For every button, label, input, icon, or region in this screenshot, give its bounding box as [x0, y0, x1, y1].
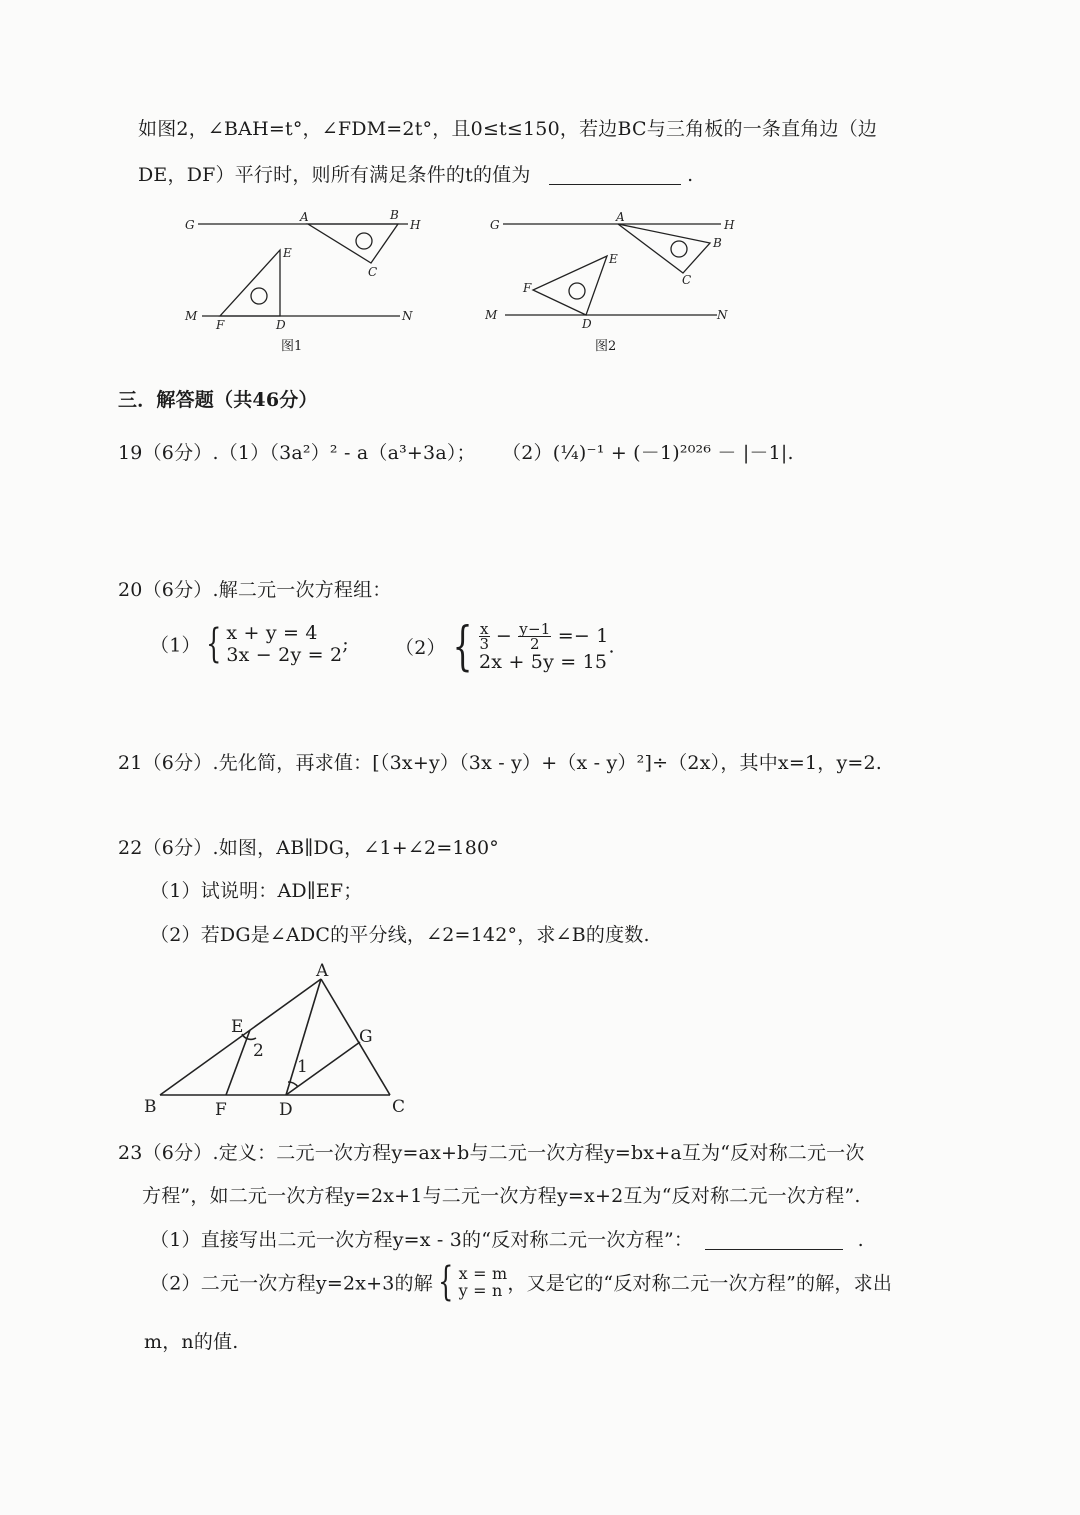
q20-p1-eq2: 3x − 2y = 2	[226, 644, 343, 666]
fig2-label-C: C	[682, 273, 692, 287]
figure-q22	[138, 958, 428, 1120]
fig1-label-A: A	[300, 210, 309, 224]
fig2-label-B: B	[713, 236, 722, 250]
fig2-label-G: G	[490, 218, 500, 232]
q21: 21（6分）.先化简，再求值：[（3x+y）（3x - y）+（x - y）²]÷（2x），其中x=1，y=2.	[118, 752, 883, 774]
q18-line2	[138, 160, 693, 187]
q18-line2-end: .	[687, 164, 694, 186]
fig2-label-A: A	[616, 210, 625, 224]
q23-part2-text-a: （2）二元一次方程y=2x+3的解	[150, 1272, 433, 1295]
frac-x-num: x	[480, 619, 489, 638]
fig2-label-F: F	[523, 281, 532, 295]
brace-icon: {	[452, 616, 473, 677]
q19-part2: （2）(¼)⁻¹ + (－1)²⁰²⁶ － |－1|.	[502, 442, 794, 464]
fig2-label-D: D	[582, 317, 592, 330]
figure-2	[485, 205, 745, 330]
fig1-label-B: B	[390, 208, 399, 222]
frac-y-num: y−1	[519, 619, 551, 638]
q23-part1	[150, 1225, 864, 1252]
q20-head: 20（6分）.解二元一次方程组：	[118, 579, 392, 601]
q20-p1-label: （1）	[150, 634, 201, 657]
q23-part1-end: .	[857, 1229, 864, 1251]
brace-icon: {	[205, 621, 222, 667]
q18-line1: 如图2，∠BAH=t°，∠FDM=2t°，且0≤t≤150，若边BC与三角板的一条直角边（边	[138, 118, 878, 140]
q22-part2: （2）若DG是∠ADC的平分线，∠2=142°，求∠B的度数.	[150, 924, 650, 946]
q20-p2-label: （2）	[395, 637, 446, 659]
figure-1	[180, 205, 430, 330]
fig-q22-label-E: E	[231, 1017, 244, 1037]
section-title: 三．解答题（共46分）	[118, 389, 318, 411]
answer-blank[interactable]	[549, 164, 681, 185]
q23-sys-eq2: y = n	[458, 1281, 503, 1300]
fig1-label-C: C	[368, 265, 378, 279]
q20-p1-end: ;	[342, 633, 349, 655]
q19	[118, 438, 794, 465]
q23-line1: 23（6分）.定义：二元一次方程y=ax+b与二元一次方程y=bx+a互为“反对称二元一次	[118, 1142, 865, 1164]
fig1-label-E: E	[283, 246, 292, 260]
q23-line2: 方程”，如二元一次方程y=2x+1与二元一次方程y=x+2互为“反对称二元一次方程”.	[142, 1185, 861, 1207]
fig-q22-label-C: C	[392, 1097, 406, 1117]
fig1-label-M: M	[185, 309, 198, 323]
q22-part1: （1）试说明：AD∥EF；	[150, 880, 363, 902]
q18-line2-text: DE，DF）平行时，则所有满足条件的t的值为	[138, 164, 531, 186]
q20-p2-end: .	[608, 635, 615, 658]
fig2-label-M: M	[485, 308, 498, 322]
q20-p2-eq1-rhs: =− 1	[557, 625, 609, 647]
fig1-label-D: D	[276, 318, 286, 330]
fig2-caption: 图2	[595, 339, 617, 354]
q23-part2-end: m，n的值.	[144, 1331, 239, 1353]
fig-q22-label-A: A	[316, 961, 329, 981]
q20-system-2: （2） { $\frac{x}{3}$ − $\frac{y-1}{2}$ =− 1 2x + 5y = 15 .	[395, 616, 615, 677]
q23-part2	[150, 1259, 893, 1305]
q23-sys-eq1: x = m	[458, 1264, 508, 1283]
fig-q22-label-D: D	[279, 1100, 293, 1120]
frac-x-den: 3	[479, 634, 490, 653]
brace-icon: {	[438, 1259, 454, 1305]
fig-q22-label-B: B	[144, 1097, 157, 1117]
fig2-label-N: N	[717, 308, 728, 322]
fig2-label-E: E	[609, 252, 618, 266]
q22-head: 22（6分）.如图，AB∥DG，∠1+∠2=180°	[118, 837, 499, 859]
fig-q22-label-2: 2	[253, 1041, 264, 1061]
fig1-label-H: H	[410, 218, 421, 232]
fig1-label-F: F	[216, 318, 225, 330]
fig-q22-label-G: G	[359, 1027, 373, 1047]
q20-p2-eq2: 2x + 5y = 15	[479, 651, 608, 673]
fig-q22-label-F: F	[215, 1100, 227, 1120]
frac-y-den: 2	[530, 634, 540, 653]
q20-system-1	[150, 622, 349, 666]
fig2-label-H: H	[724, 218, 735, 232]
fig1-label-N: N	[402, 309, 413, 323]
q19-part1: 19（6分）.（1）（3a²）² - a（a³+3a）；	[118, 442, 476, 464]
q20-p1-eq1: x + y = 4	[226, 622, 318, 644]
q23-part2-text-b: ，又是它的“反对称二元一次方程”的解，求出	[507, 1272, 893, 1295]
fig1-caption: 图1	[281, 339, 303, 354]
fig-q22-label-1: 1	[297, 1057, 308, 1077]
answer-blank[interactable]	[705, 1229, 843, 1250]
fig1-label-G: G	[185, 218, 195, 232]
q23-part1-text: （1）直接写出二元一次方程y=x - 3的“反对称二元一次方程”：	[150, 1229, 694, 1251]
